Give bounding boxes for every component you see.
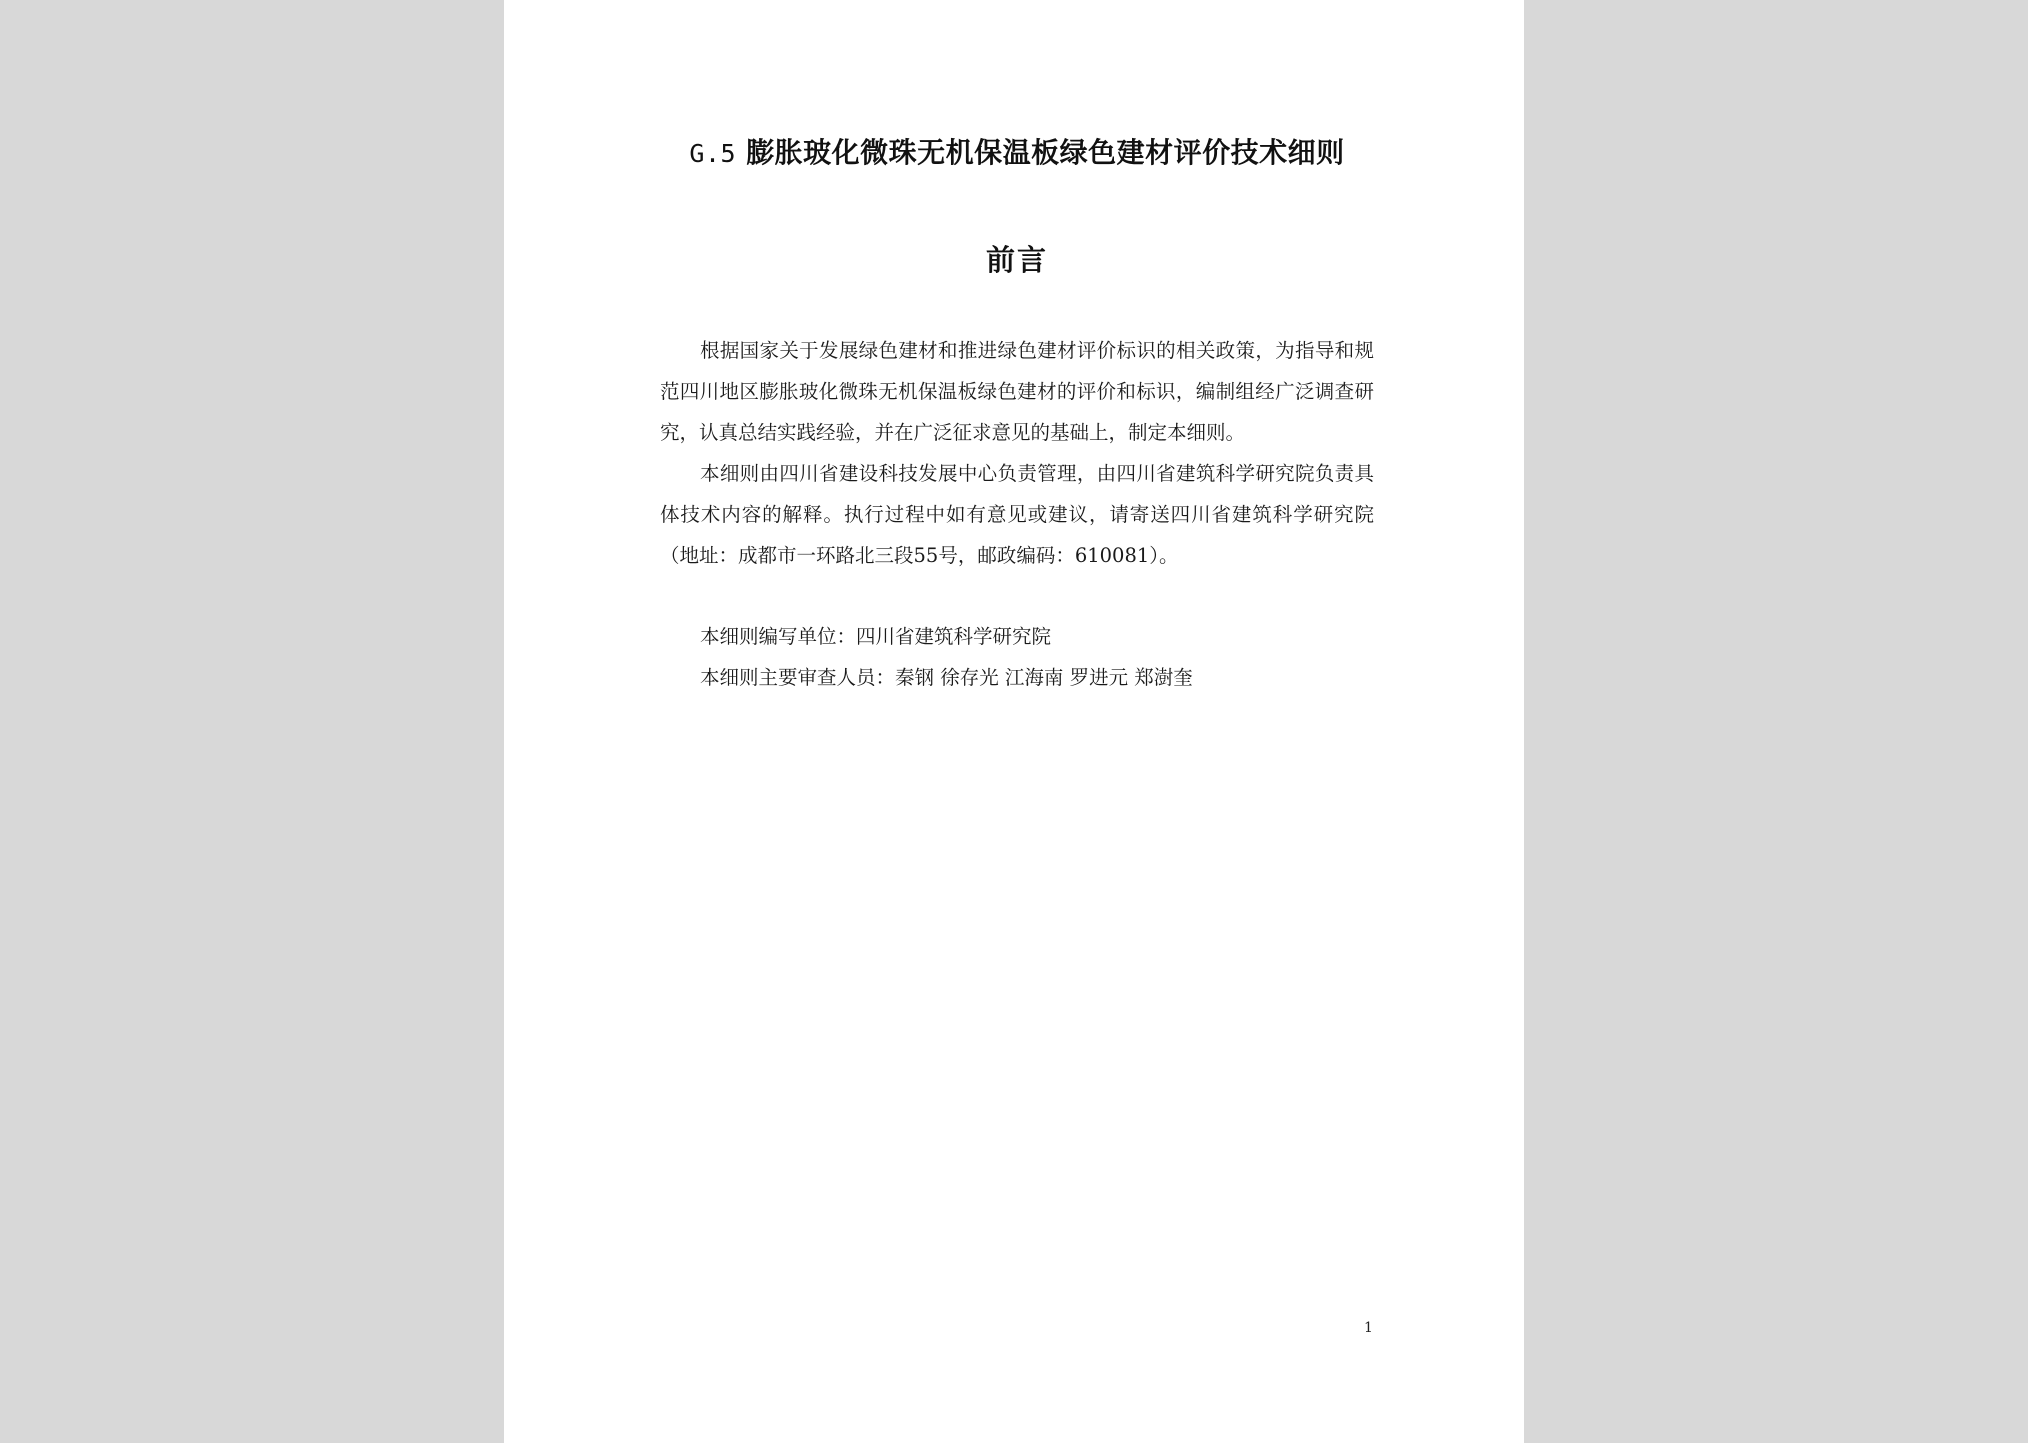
paragraph-management: 本细则由四川省建设科技发展中心负责管理，由四川省建筑科学研究院负责具体技术内容的解释。执行过程中如有意见或建议，请寄送四川省建筑科学研究院（地址：成都市一环路北三段55号，邮政编码：610081）。 [660, 462, 1374, 567]
title-number: G.5 [689, 139, 737, 168]
paragraph-policy: 根据国家关于发展绿色建材和推进绿色建材评价标识的相关政策，为指导和规范四川地区膨胀玻化微珠无机保温板绿色建材的评价和标识，编制组经广泛调查研究，认真总结实践经验，并在广泛征求意见的基础上，制定本细则。 [660, 339, 1374, 444]
credit-reviewers: 本细则主要审查人员：秦钢 徐存光 江海南 罗进元 郑澍奎 [700, 666, 1193, 689]
preface-heading: 前言 [985, 243, 1048, 277]
credits-block [660, 616, 1374, 698]
document-page [504, 0, 1524, 1443]
preface-body [660, 330, 1374, 576]
credit-drafting-unit: 本细则编写单位：四川省建筑科学研究院 [700, 625, 1052, 648]
page-number: 1 [1364, 1320, 1373, 1336]
title-text: 膨胀玻化微珠无机保温板绿色建材评价技术细则 [746, 136, 1345, 169]
document-title [660, 133, 1374, 174]
